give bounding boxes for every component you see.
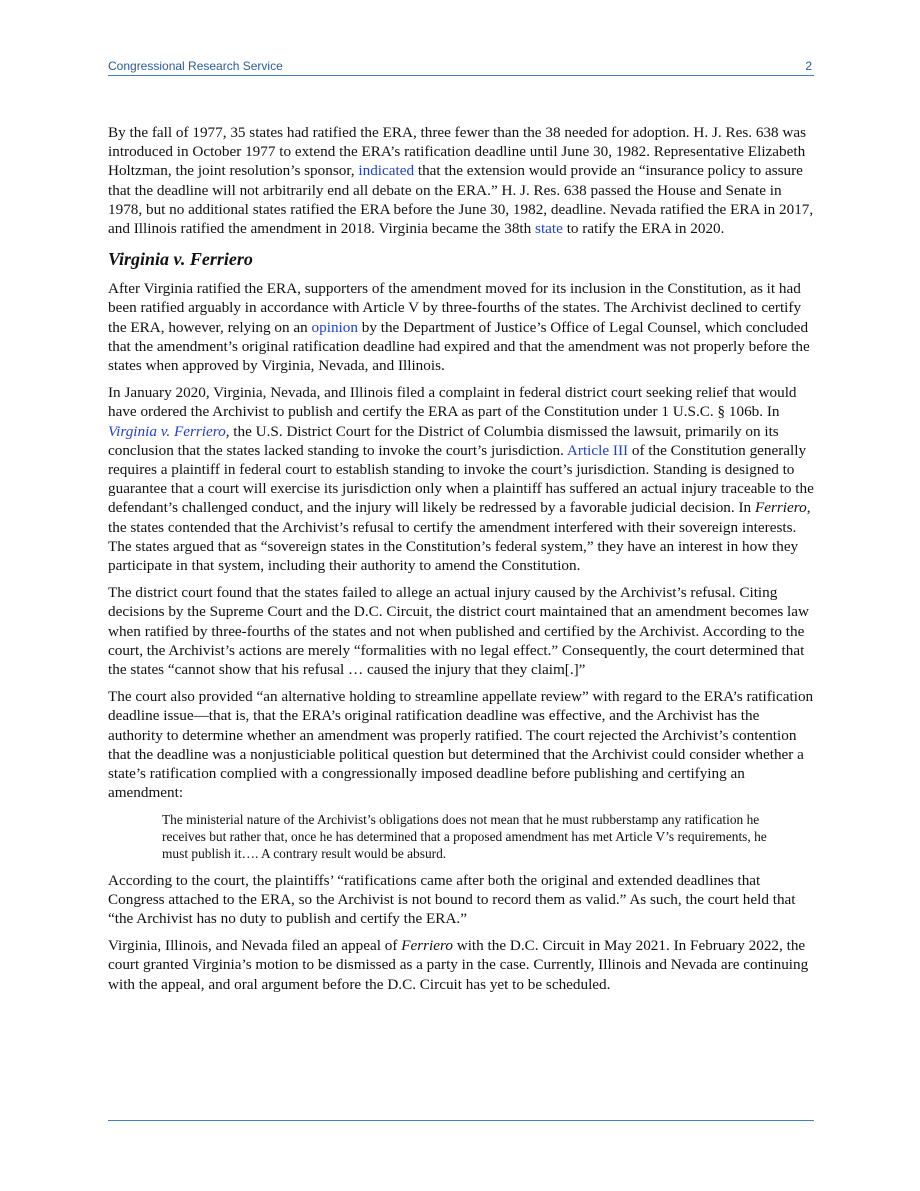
page-number: 2 bbox=[805, 59, 812, 73]
page-header bbox=[108, 57, 814, 76]
link-opinion[interactable]: opinion bbox=[311, 318, 358, 336]
paragraph-3: In January 2020, Virginia, Nevada, and Illinois filed a complaint in federal district court seeking relief that would have ordered the Archivist to publish and certify the ERA as part of the Constitution under 1 U.S.C. § 106b. In Virginia v. Ferriero, the U.S. District Court for the District of Columbia dismissed the lawsuit, primarily on its conclusion that the states lacked standing to invoke the court’s jurisdiction. Article III of the Constitution generally requires a plaintiff in federal court to establish standing to invoke the court’s jurisdiction. Standing is designed to guarantee that a court will exercise its jurisdiction only when a plaintiff has suffered an actual injury traceable to the defendant’s challenged conduct, and the injury will likely be redressed by a favorable judicial decision. In Ferriero, the states contended that the Archivist’s refusal to certify the amendment interfered with their sovereign interests. The states argued that as “sovereign states in the Constitution’s federal system,” they have an interest in how they participate in that system, including their authority to amend the Constitution. bbox=[108, 384, 814, 575]
paragraph-5: The court also provided “an alternative holding to streamline appellate review” with regard to the ERA’s ratification deadline issue—that is, that the ERA’s original ratification deadline was effective, and the Archivist has the authority to determine whether an amendment was properly ratified. The court rejected the Archivist’s contention that the deadline was a nonjusticiable political question but determined that the Archivist could consider whether a state’s ratification complied with a congressionally imposed deadline before publishing and certifying an amendment: bbox=[108, 688, 814, 802]
block-quote: The ministerial nature of the Archivist’s obligations does not mean that he must rubberstamp any ratification he receives but rather that, once he has determined that a proposed amendment has met Article V’s requirements, he must publish it…. A contrary result would be absurd. bbox=[162, 811, 767, 861]
paragraph-4: The district court found that the states failed to allege an actual injury caused by the Archivist’s refusal. Citing decisions by the Supreme Court and the D.C. Circuit, the district court maintained that an amendment becomes law when ratified by three-fourths of the states and not when published and certified by the Archivist. According to the court, the Archivist’s actions are merely “formalities with no legal effect.” Consequently, the court determined that the states “cannot show that his refusal … caused the injury that they claim[.]” bbox=[108, 584, 809, 679]
paragraph-1: By the fall of 1977, 35 states had ratified the ERA, three fewer than the 38 needed for adoption. H. J. Res. 638 was introduced in October 1977 to extend the ERA’s ratification deadline until June 30, 1982. Representative Elizabeth Holtzman, the joint resolution’s sponsor, indicated that the extension would provide an “insurance policy to assure that the deadline will not arbitrarily end all debate on the ERA.” H. J. Res. 638 passed the House and Senate in 1978, but no additional states ratified the ERA before the June 30, 1982, deadline. Nevada ratified the ERA in 2017, and Illinois ratified the amendment in 2018. Virginia became the 38th state to ratify the ERA in 2020. bbox=[108, 124, 814, 238]
link-article-iii[interactable]: Article III bbox=[566, 441, 629, 459]
section-heading: Virginia v. Ferriero bbox=[108, 249, 253, 270]
paragraph-6: According to the court, the plaintiffs’ “ratifications came after both the original and extended deadlines that Congress attached to the ERA, so the Archivist is not bound to record them as valid.” As such, the court held that “the Archivist has no duty to publish and certify the ERA.” bbox=[108, 871, 796, 927]
header-org: Congressional Research Service bbox=[108, 59, 283, 73]
link-virginia-v-ferriero[interactable]: Virginia v. Ferriero bbox=[108, 422, 226, 440]
document-body bbox=[108, 123, 814, 1002]
link-state[interactable]: state bbox=[535, 220, 563, 238]
footer-rule bbox=[108, 1120, 814, 1121]
paragraph-7: Virginia, Illinois, and Nevada filed an appeal of Ferriero with the D.C. Circuit in May 2021. In February 2022, the court granted Virginia’s motion to be dismissed as a party in the case. Currently, Illinois and Nevada are continuing with the appeal, and oral argument before the D.C. Circuit has yet to be scheduled. bbox=[108, 937, 809, 993]
link-indicated[interactable]: indicated bbox=[358, 162, 415, 180]
paragraph-2: After Virginia ratified the ERA, supporters of the amendment moved for its inclusion in the Constitution, as it had been ratified arguably in accordance with Article V by three-fourths of the states. The Archivist declined to certify the ERA, however, relying on an opinion by the Department of Justice’s Office of Legal Counsel, which concluded that the amendment’s original ratification deadline had expired and that the amendment was not properly before the states when approved by Virginia, Nevada, and Illinois. bbox=[108, 280, 810, 375]
